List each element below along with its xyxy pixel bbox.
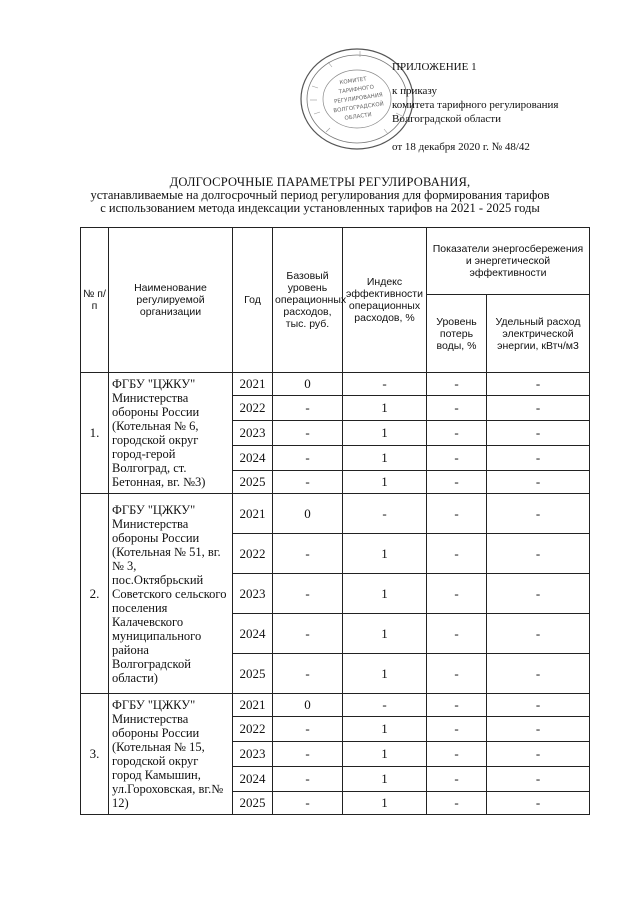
appendix-title: ПРИЛОЖЕНИЕ 1 <box>392 61 477 73</box>
efficiency-index-cell: 1 <box>343 574 427 614</box>
efficiency-index-cell: 1 <box>343 396 427 421</box>
energy-use-cell: - <box>487 373 590 396</box>
efficiency-index-cell: 1 <box>343 534 427 574</box>
water-loss-cell: - <box>427 694 487 717</box>
efficiency-index-cell: 1 <box>343 654 427 694</box>
base-level-cell: - <box>273 396 343 421</box>
year-cell: 2024 <box>233 446 273 471</box>
svg-text:КОМИТЕТ: КОМИТЕТ <box>339 76 368 87</box>
row-number: 1. <box>81 373 109 494</box>
water-loss-cell: - <box>427 494 487 534</box>
year-cell: 2023 <box>233 742 273 767</box>
year-cell: 2025 <box>233 792 273 815</box>
year-cell: 2023 <box>233 574 273 614</box>
year-cell: 2021 <box>233 373 273 396</box>
efficiency-index-cell: 1 <box>343 421 427 446</box>
water-loss-cell: - <box>427 792 487 815</box>
svg-text:ОБЛАСТИ: ОБЛАСТИ <box>344 112 373 122</box>
efficiency-index-cell: 1 <box>343 792 427 815</box>
appendix-block <box>392 60 558 154</box>
efficiency-index-cell: 1 <box>343 614 427 654</box>
efficiency-index-cell: - <box>343 373 427 396</box>
svg-text:РЕГУЛИРОВАНИЯ: РЕГУЛИРОВАНИЯ <box>333 92 384 106</box>
base-level-cell: - <box>273 792 343 815</box>
efficiency-index-cell: 1 <box>343 767 427 792</box>
energy-use-cell: - <box>487 534 590 574</box>
base-level-cell: - <box>273 742 343 767</box>
parameters-table <box>80 227 590 815</box>
header-year: Год <box>233 228 273 373</box>
water-loss-cell: - <box>427 421 487 446</box>
water-loss-cell: - <box>427 742 487 767</box>
year-cell: 2024 <box>233 767 273 792</box>
water-loss-cell: - <box>427 654 487 694</box>
water-loss-cell: - <box>427 767 487 792</box>
efficiency-index-cell: 1 <box>343 471 427 494</box>
water-loss-cell: - <box>427 614 487 654</box>
energy-use-cell: - <box>487 742 590 767</box>
table-row <box>81 494 590 534</box>
water-loss-cell: - <box>427 717 487 742</box>
svg-text:ТАРИФНОГО: ТАРИФНОГО <box>338 84 375 96</box>
header-loss: Уровень потерь воды, % <box>427 295 487 373</box>
appendix-line-3: Волгоградской области <box>392 113 501 125</box>
organization-name: ФГБУ "ЦЖКУ" Министерства обороны России (Котельная № 15, городской округ город Камышин, ул.Гороховская, вг.№ 12) <box>109 694 233 815</box>
heading-title: ДОЛГОСРОЧНЫЕ ПАРАМЕТРЫ РЕГУЛИРОВАНИЯ, <box>169 175 471 189</box>
base-level-cell: 0 <box>273 694 343 717</box>
efficiency-index-cell: 1 <box>343 717 427 742</box>
water-loss-cell: - <box>427 396 487 421</box>
year-cell: 2022 <box>233 534 273 574</box>
efficiency-index-cell: 1 <box>343 446 427 471</box>
heading-subtitle-2: с использованием метода индексации установленных тарифов на 2021 - 2025 годы <box>100 201 540 215</box>
water-loss-cell: - <box>427 534 487 574</box>
base-level-cell: 0 <box>273 494 343 534</box>
header-num: № п/п <box>81 228 109 373</box>
row-number: 3. <box>81 694 109 815</box>
heading-subtitle-1: устанавливаемые на долгосрочный период регулирования для формирования тарифов <box>90 188 550 202</box>
table-body <box>81 373 590 815</box>
base-level-cell: - <box>273 654 343 694</box>
energy-use-cell: - <box>487 494 590 534</box>
header-index: Индекс эффективности операционных расходов, % <box>343 228 427 373</box>
year-cell: 2021 <box>233 694 273 717</box>
base-level-cell: - <box>273 574 343 614</box>
header-energy: Удельный расход электрической энергии, кВтч/м3 <box>487 295 590 373</box>
organization-name: ФГБУ "ЦЖКУ" Министерства обороны России (Котельная № 6, городской округ город-герой Волгоград, ст. Бетонная, вг. №3) <box>109 373 233 494</box>
table-row <box>81 373 590 396</box>
appendix-line-1: к приказу <box>392 85 438 97</box>
energy-use-cell: - <box>487 396 590 421</box>
energy-use-cell: - <box>487 471 590 494</box>
base-level-cell: - <box>273 614 343 654</box>
efficiency-index-cell: - <box>343 694 427 717</box>
base-level-cell: - <box>273 717 343 742</box>
year-cell: 2023 <box>233 421 273 446</box>
energy-use-cell: - <box>487 717 590 742</box>
energy-use-cell: - <box>487 792 590 815</box>
appendix-line-4: от 18 декабря 2020 г. № 48/42 <box>392 141 530 153</box>
header-base: Базовый уровень операционных расходов, тыс. руб. <box>273 228 343 373</box>
header-group: Показатели энергосбережения и энергетической эффективности <box>427 228 590 295</box>
base-level-cell: - <box>273 471 343 494</box>
document-heading <box>40 176 600 215</box>
year-cell: 2024 <box>233 614 273 654</box>
svg-text:ВОЛГОГРАДСКОЙ: ВОЛГОГРАДСКОЙ <box>333 101 385 115</box>
efficiency-index-cell: - <box>343 494 427 534</box>
base-level-cell: - <box>273 534 343 574</box>
energy-use-cell: - <box>487 574 590 614</box>
table-row <box>81 694 590 717</box>
water-loss-cell: - <box>427 471 487 494</box>
water-loss-cell: - <box>427 446 487 471</box>
year-cell: 2025 <box>233 471 273 494</box>
efficiency-index-cell: 1 <box>343 742 427 767</box>
header-org: Наименование регулируемой организации <box>109 228 233 373</box>
base-level-cell: - <box>273 767 343 792</box>
year-cell: 2021 <box>233 494 273 534</box>
water-loss-cell: - <box>427 574 487 614</box>
year-cell: 2022 <box>233 717 273 742</box>
energy-use-cell: - <box>487 767 590 792</box>
year-cell: 2022 <box>233 396 273 421</box>
energy-use-cell: - <box>487 654 590 694</box>
year-cell: 2025 <box>233 654 273 694</box>
appendix-line-2: комитета тарифного регулирования <box>392 99 559 111</box>
base-level-cell: - <box>273 421 343 446</box>
row-number: 2. <box>81 494 109 694</box>
energy-use-cell: - <box>487 446 590 471</box>
energy-use-cell: - <box>487 694 590 717</box>
base-level-cell: - <box>273 446 343 471</box>
water-loss-cell: - <box>427 373 487 396</box>
energy-use-cell: - <box>487 614 590 654</box>
base-level-cell: 0 <box>273 373 343 396</box>
energy-use-cell: - <box>487 421 590 446</box>
organization-name: ФГБУ "ЦЖКУ" Министерства обороны России (Котельная № 51, вг. № 3, пос.Октябрьский Советского сельского поселения Калачевского муниципального района Волгоградской области) <box>109 494 233 694</box>
